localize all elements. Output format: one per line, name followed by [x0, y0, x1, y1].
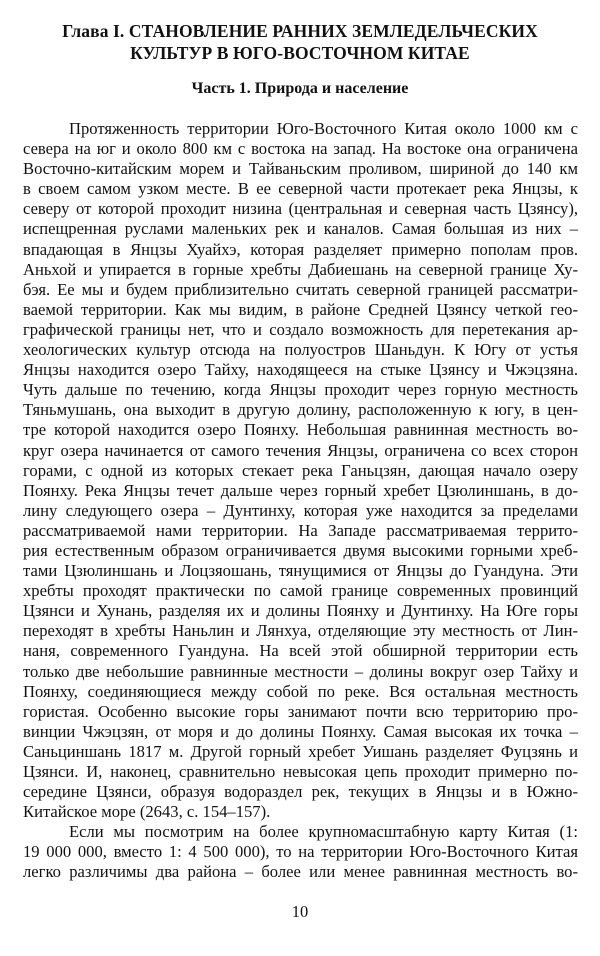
text-line: горами, с одной из которых стекает река Ганьцзян, дающая начало озеру: [23, 460, 578, 480]
text-line: бэя. Ее мы и будем приблизительно считать северной границей рассматри-: [23, 279, 578, 299]
text-line: круг озера начинается от самого течения Янцзы, ограничена со всех сторон: [23, 440, 578, 460]
text-line: наня, современного Гуандуна. На всей этой обширной территории есть: [23, 641, 578, 661]
text-line: переходят в хребты Наньлин и Лянхуа, отделяющие эту местность от Лин-: [23, 621, 578, 641]
text-line: графической границы нет, что и создало возможность для перетекания ар-: [23, 319, 578, 339]
text-line: Янцзы находится озеро Тайху, находящееся на стыке Цзянсу и Чжэцзяна.: [23, 360, 578, 380]
text-line: Саньциншань 1817 м. Другой горный хребет Уишань разделяет Фуцзянь и: [23, 741, 578, 761]
text-line: Цзянси и Хунань, разделяя их и долины Поянху и Дунтинху. На Юге горы: [23, 601, 578, 621]
paragraph: [23, 822, 578, 882]
text-line: рассматриваемой нами территории. На Западе рассматриваемая террито-: [23, 520, 578, 540]
text-line: Китайское море (2643, с. 154–157).: [23, 802, 271, 822]
page-number: 10: [291, 902, 309, 921]
chapter-title-line: КУЛЬТУР В ЮГО-ВОСТОЧНОМ КИТАЕ: [130, 43, 470, 63]
text-line: Цзянси. И, наконец, сравнительно невысокая цепь проходит примерно по-: [23, 762, 578, 781]
text-line: только две небольшие равнинные местности – долины вокруг озер Тайху и: [23, 661, 578, 681]
text-line: Восточно-китайским морем и Тайваньским проливом, шириной до 140 км: [23, 159, 578, 179]
text-line: Чуть дальше по течению, когда Янцзы проходит через горную местность: [23, 380, 578, 400]
text-line: Аньхой и упирается в горные хребты Дабиешань на северной границе Ху-: [23, 259, 578, 279]
text-line: легко различимы два района – более или менее равнинная местность во-: [23, 862, 578, 882]
paragraph: [23, 119, 578, 822]
section-title: Часть 1. Природа и население: [191, 80, 409, 97]
text-line: рия естественным образом ограничивается двумя высокими горными хреб-: [23, 540, 578, 560]
text-line: тами Цзюлиншань и Лоцзяошань, тянущимися от Янцзы до Гуандуна. Эти: [23, 561, 578, 581]
text-line: Протяженность территории Юго-Восточного Китая около 1000 км с: [69, 119, 578, 138]
text-line: впадающая в Янцзы Хуайхэ, которая разделяет примерно пополам пров.: [23, 239, 578, 259]
text-line: середине Цзянси, образуя водораздел рек, текущих в Янцзы и в Южно-: [23, 782, 578, 802]
text-line: Поянху, соединяющиеся между собой по реке. Вся остальная местность: [23, 681, 578, 701]
text-line: севера на юг и около 800 км с востока на запад. На востоке она ограничена: [23, 139, 578, 159]
text-line: хребты проходят практически по самой границе современных провинций: [23, 581, 578, 601]
text-line: ваемой территории. Как мы видим, в районе Средней Цзянсу четкой гео-: [23, 299, 578, 319]
text-line: лину следующего озера – Дунтинху, которая уже находится за пределами: [23, 500, 578, 520]
text-line: Поянху. Река Янцзы течет дальше через горный хребет Цзюлиншань, в до-: [23, 480, 578, 500]
text-line: в своем самом узком месте. В ее северной части протекает река Янцзы, к: [23, 179, 578, 199]
text-line: северу от которой проходит низина (центральная и северная часть Цзянсу),: [23, 199, 578, 219]
text-line: хеологических культур отсюда на полуостров Шаньдун. К Югу от устья: [23, 340, 578, 360]
text-line: винции Чжэцзян, от моря и до долины Поянху. Самая высокая их точка –: [23, 721, 578, 741]
body-text: [23, 119, 578, 883]
text-line: испещренная руслами маленьких рек и каналов. Самая большая из них –: [23, 219, 578, 239]
text-line: тре которой находится озеро Поянху. Небольшая равнинная местность во-: [23, 420, 578, 440]
text-line: Тяньмушань, она выходит в другую долину, расположенную к югу, в цен-: [23, 400, 578, 420]
text-line: Если мы посмотрим на более крупномасштабную карту Китая (1:: [69, 822, 578, 842]
text-line: гористая. Особенно высокие горы занимают почти всю территорию про-: [23, 701, 578, 721]
chapter-title-line: Глава I. СТАНОВЛЕНИЕ РАННИХ ЗЕМЛЕДЕЛЬЧЕСКИХ: [62, 21, 538, 41]
chapter-title: [20, 20, 580, 64]
text-line: 19 000 000, вместо 1: 4 500 000), то на территории Юго-Восточного Китая: [23, 842, 578, 862]
